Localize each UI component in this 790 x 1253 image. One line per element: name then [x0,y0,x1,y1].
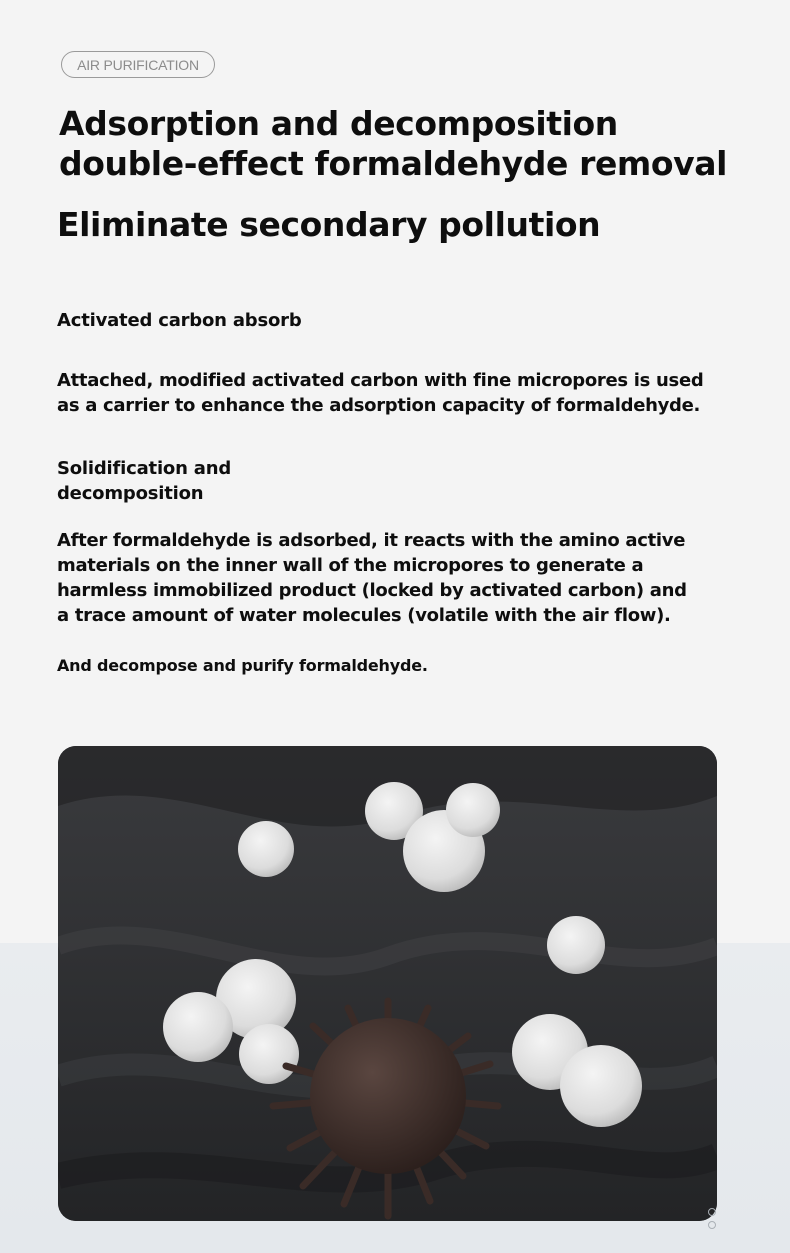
section-2-label-line: decomposition [57,483,204,504]
section-1-body-line: Attached, modified activated carbon with fine micropores is used [57,370,704,391]
category-tag: AIR PURIFICATION [61,51,215,78]
molecule [238,821,294,877]
illustration-svg [58,746,717,1221]
page-indicator [706,1208,718,1232]
headline-line-1: Adsorption and decomposition [59,104,618,143]
section-2-body-line: materials on the inner wall of the micropores to generate a [57,555,644,576]
section-2-body-line: After formaldehyde is adsorbed, it reacts with the amino active [57,530,686,551]
closing-note: And decompose and purify formaldehyde. [57,656,428,675]
section-1-body [57,368,737,418]
section-1-body-line: as a carrier to enhance the adsorption capacity of formaldehyde. [57,395,701,416]
section-2-body [57,528,737,628]
page-indicator-dot [708,1208,716,1216]
section-2-label-line: Solidification and [57,458,232,479]
page-indicator-dot [708,1221,716,1229]
headline [59,104,759,184]
activated-carbon-illustration [58,746,717,1221]
molecule [547,916,605,974]
section-2-body-line: harmless immobilized product (locked by activated carbon) and [57,580,687,601]
headline-line-2: double-effect formaldehyde removal [59,144,728,183]
subheadline: Eliminate secondary pollution [57,205,601,244]
section-2-label [57,456,231,506]
section-2-body-line: a trace amount of water molecules (volatile with the air flow). [57,605,671,626]
section-1-label: Activated carbon absorb [57,310,302,331]
